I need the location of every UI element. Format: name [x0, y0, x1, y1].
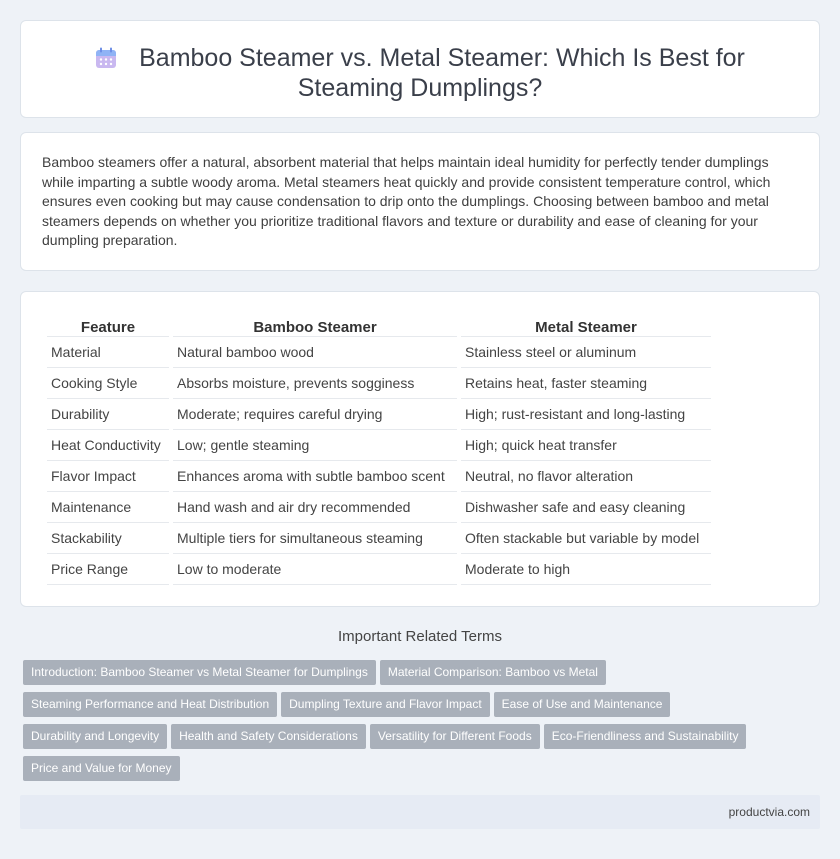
intro-card	[20, 132, 820, 271]
cell-metal: Moderate to high	[461, 554, 711, 585]
related-terms-list	[23, 660, 803, 788]
cell-feature: Durability	[47, 399, 169, 430]
footer-site-link[interactable]: productvia.com	[728, 805, 810, 819]
table-row	[47, 461, 711, 492]
cell-feature: Maintenance	[47, 492, 169, 523]
cell-bamboo: Low; gentle steaming	[173, 430, 457, 461]
cell-bamboo: Moderate; requires careful drying	[173, 399, 457, 430]
cell-feature: Heat Conductivity	[47, 430, 169, 461]
related-terms-title: Important Related Terms	[338, 628, 502, 645]
cell-metal: High; rust-resistant and long-lasting	[461, 399, 711, 430]
related-term-tag[interactable]: Price and Value for Money	[23, 756, 180, 781]
cell-metal: Dishwasher safe and easy cleaning	[461, 492, 711, 523]
page-title-wrap	[21, 43, 819, 103]
tag-row	[23, 692, 803, 724]
cell-bamboo: Absorbs moisture, prevents sogginess	[173, 368, 457, 399]
cell-metal: Retains heat, faster steaming	[461, 368, 711, 399]
table-row	[47, 554, 711, 585]
related-term-tag[interactable]: Ease of Use and Maintenance	[494, 692, 671, 717]
footer-bar	[20, 795, 820, 829]
tag-row	[23, 756, 803, 788]
table-row	[47, 523, 711, 554]
header-feature: Feature	[47, 315, 169, 337]
cell-metal: Stainless steel or aluminum	[461, 337, 711, 368]
cell-bamboo: Hand wash and air dry recommended	[173, 492, 457, 523]
cell-bamboo: Natural bamboo wood	[173, 337, 457, 368]
cell-feature: Price Range	[47, 554, 169, 585]
related-term-tag[interactable]: Eco-Friendliness and Sustainability	[544, 724, 747, 749]
cell-metal: High; quick heat transfer	[461, 430, 711, 461]
page-title: Bamboo Steamer vs. Metal Steamer: Which Is Best for Steaming Dumplings?	[139, 44, 745, 102]
tag-row	[23, 724, 803, 756]
calendar-icon	[95, 46, 117, 68]
cell-bamboo: Multiple tiers for simultaneous steaming	[173, 523, 457, 554]
header-bamboo: Bamboo Steamer	[173, 315, 457, 337]
related-term-tag[interactable]: Steaming Performance and Heat Distribution	[23, 692, 277, 717]
comparison-table	[43, 315, 715, 585]
cell-feature: Cooking Style	[47, 368, 169, 399]
cell-metal: Often stackable but variable by model	[461, 523, 711, 554]
cell-feature: Flavor Impact	[47, 461, 169, 492]
cell-bamboo: Enhances aroma with subtle bamboo scent	[173, 461, 457, 492]
related-term-tag[interactable]: Introduction: Bamboo Steamer vs Metal Steamer for Dumplings	[23, 660, 376, 685]
table-row	[47, 492, 711, 523]
cell-metal: Neutral, no flavor alteration	[461, 461, 711, 492]
cell-feature: Stackability	[47, 523, 169, 554]
comparison-card	[20, 291, 820, 607]
related-term-tag[interactable]: Material Comparison: Bamboo vs Metal	[380, 660, 606, 685]
table-row	[47, 368, 711, 399]
table-row	[47, 430, 711, 461]
related-term-tag[interactable]: Durability and Longevity	[23, 724, 167, 749]
related-term-tag[interactable]: Dumpling Texture and Flavor Impact	[281, 692, 490, 717]
table-row	[47, 399, 711, 430]
related-term-tag[interactable]: Health and Safety Considerations	[171, 724, 366, 749]
table-header-row	[47, 315, 711, 337]
cell-feature: Material	[47, 337, 169, 368]
intro-paragraph: Bamboo steamers offer a natural, absorbent material that helps maintain ideal humidity for perfectly tender dumplings while imparting a subtle woody aroma. Metal steamers heat quickly and provide consistent temperature control, which ensures even cooking but may cause condensation to drip onto the dumplings. Choosing between bamboo and metal steamers depends on whether you prioritize traditional flavors and texture or durability and ease of cleaning for your dumpling preparation.	[42, 154, 771, 248]
cell-bamboo: Low to moderate	[173, 554, 457, 585]
header-card	[20, 20, 820, 118]
tag-row	[23, 660, 803, 692]
header-metal: Metal Steamer	[461, 315, 711, 337]
related-term-tag[interactable]: Versatility for Different Foods	[370, 724, 540, 749]
table-row	[47, 337, 711, 368]
